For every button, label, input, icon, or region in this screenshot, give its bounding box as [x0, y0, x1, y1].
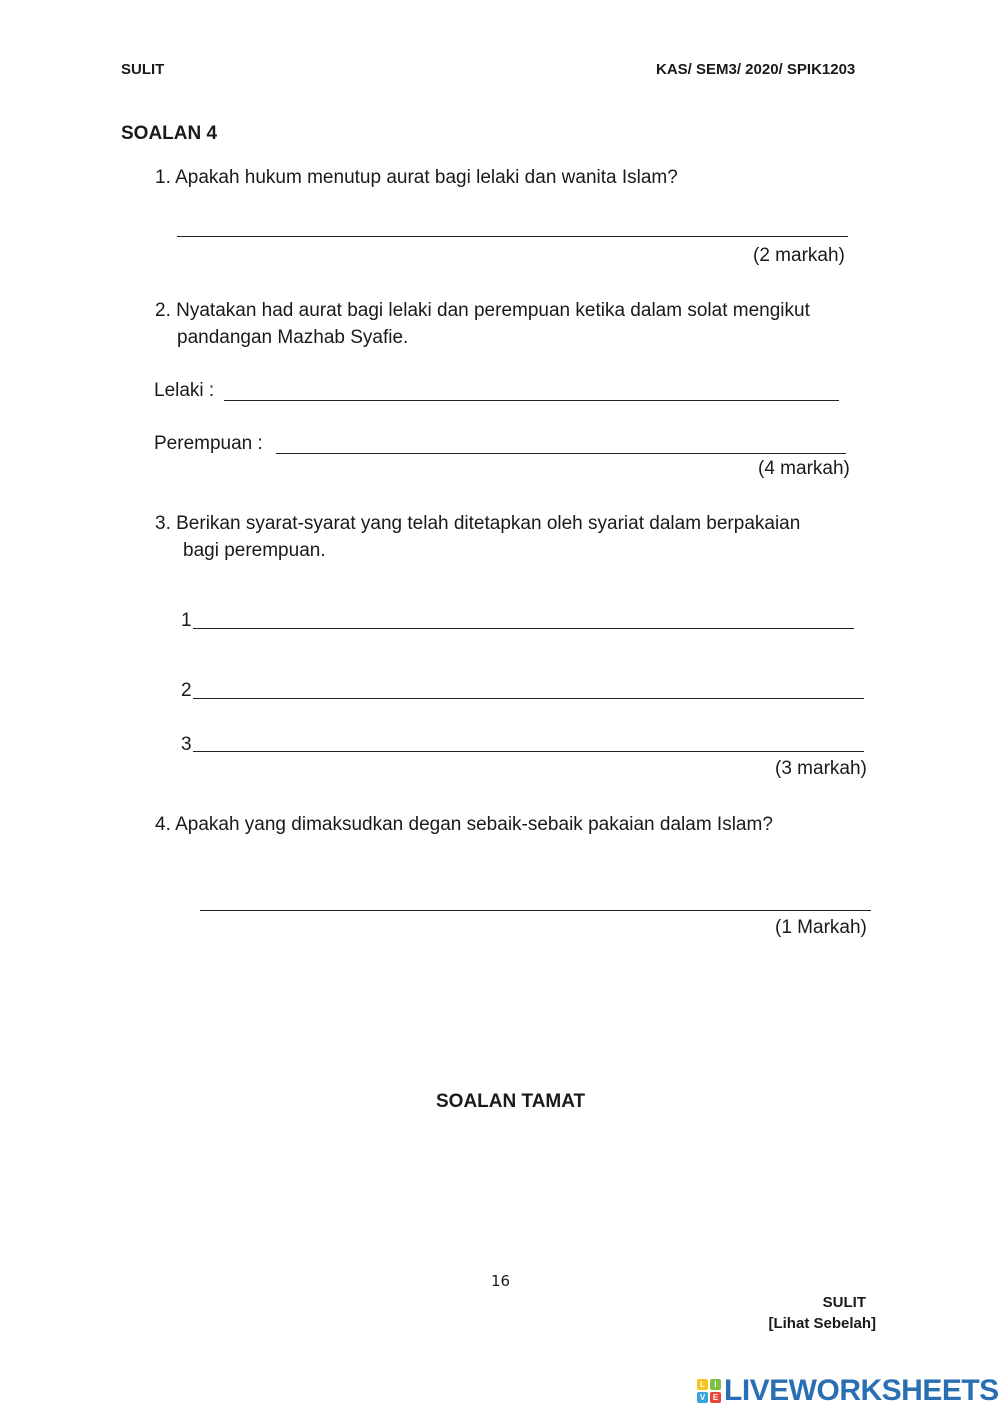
- footer-lihat-sebelah: [Lihat Sebelah]: [768, 1315, 876, 1332]
- answer-line-q4[interactable]: [200, 910, 871, 911]
- marks-q2: (4 markah): [758, 458, 850, 479]
- question-2-line1: 2. Nyatakan had aurat bagi lelaki dan perempuan ketika dalam solat mengikut: [155, 300, 810, 321]
- section-title: SOALAN 4: [121, 123, 218, 144]
- marks-q4: (1 Markah): [775, 917, 867, 938]
- liveworksheets-logo-icon: [697, 1379, 721, 1403]
- page-number: 16: [491, 1272, 511, 1290]
- question-1-text: 1. Apakah hukum menutup aurat bagi lelaki dan wanita Islam?: [155, 167, 678, 188]
- logo-tile: I: [710, 1379, 721, 1390]
- answer-line-female[interactable]: [276, 453, 846, 454]
- header-left: SULIT: [121, 61, 165, 78]
- footer-sulit: SULIT: [822, 1294, 866, 1311]
- answer-line-q3-3[interactable]: [193, 751, 864, 752]
- logo-tile: L: [697, 1379, 708, 1390]
- question-3-line2: bagi perempuan.: [183, 540, 326, 561]
- answer-line-male[interactable]: [224, 400, 839, 401]
- item-number-2: 2: [181, 680, 192, 701]
- footer: [768, 1292, 876, 1334]
- question-3-line1: 3. Berikan syarat-syarat yang telah ditetapkan oleh syariat dalam berpakaian: [155, 513, 801, 534]
- answer-line-q1[interactable]: [177, 236, 848, 237]
- item-number-3: 3: [181, 734, 192, 755]
- logo-tile: E: [710, 1392, 721, 1403]
- female-label: Perempuan :: [154, 433, 263, 454]
- male-label: Lelaki :: [154, 380, 215, 401]
- marks-q3: (3 markah): [775, 758, 867, 779]
- item-number-1: 1: [181, 610, 192, 631]
- liveworksheets-brand: [697, 1374, 999, 1408]
- question-2-line2: pandangan Mazhab Syafie.: [177, 327, 409, 348]
- logo-tile: V: [697, 1392, 708, 1403]
- marks-q1: (2 markah): [753, 245, 845, 266]
- header-right: KAS/ SEM3/ 2020/ SPIK1203: [656, 61, 856, 78]
- answer-line-q3-2[interactable]: [193, 698, 864, 699]
- question-4-text: 4. Apakah yang dimaksudkan degan sebaik-sebaik pakaian dalam Islam?: [155, 814, 773, 835]
- answer-line-q3-1[interactable]: [193, 628, 854, 629]
- liveworksheets-wordmark: LIVEWORKSHEETS: [724, 1374, 999, 1407]
- end-title: SOALAN TAMAT: [436, 1091, 586, 1112]
